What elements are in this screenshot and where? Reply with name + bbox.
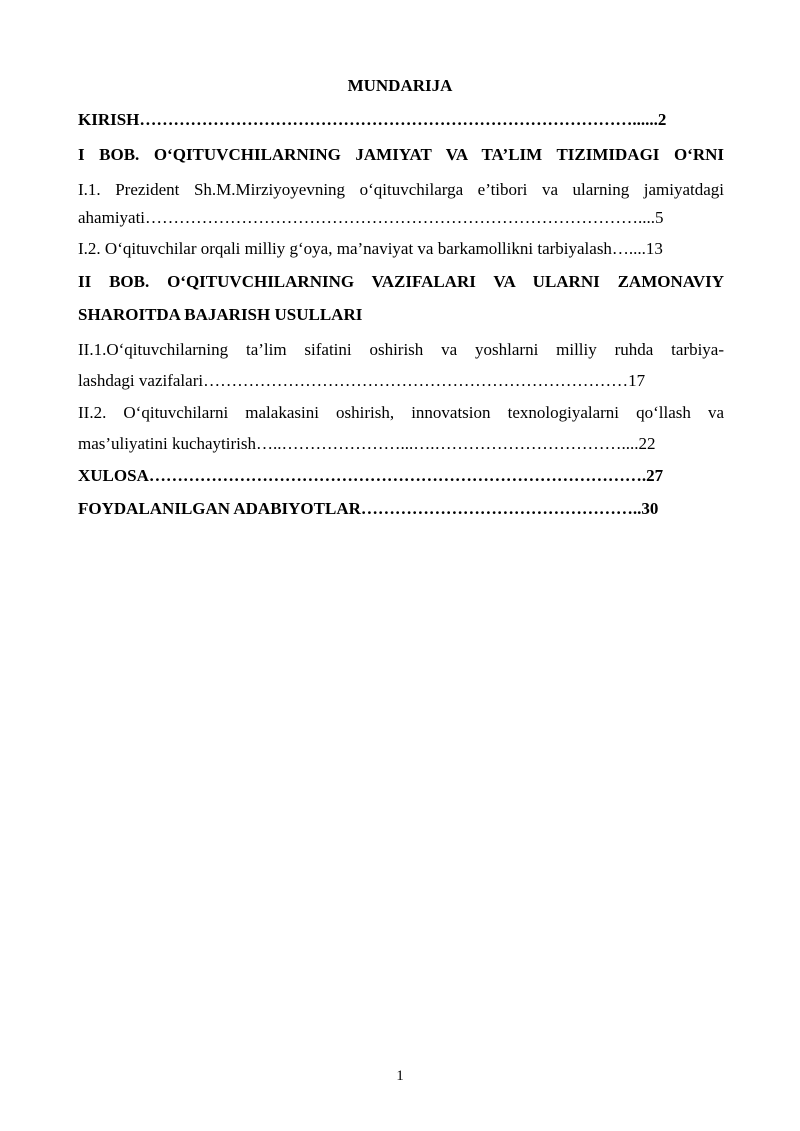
toc-section-1-1-line-2: ahamiyati……………………………………………………………………………....5 — [78, 208, 664, 227]
toc-entry-xulosa: XULOSA…………………………………………………………………………….27 — [78, 466, 664, 485]
toc-section-2-2-line-2: mas’uliyatini kuchaytirish…..…………………...….……………………………....22 — [78, 434, 656, 453]
toc-chapter-2-heading-line-1: II BOB. O‘QITUVCHILARNING VAZIFALARI VA ULARNI ZAMONAVIY — [78, 272, 724, 291]
toc-section-2-1-line-1: II.1.O‘qituvchilarning ta’lim sifatini oshirish va yoshlarni milliy ruhda tarbiya- — [78, 340, 724, 359]
toc-entry-adabiyotlar: FOYDALANILGAN ADABIYOTLAR…………………………………………..30 — [78, 499, 659, 518]
toc-chapter-2-heading-line-2: SHAROITDA BAJARISH USULLARI — [78, 305, 363, 324]
page-number: 1 — [396, 1068, 404, 1084]
toc-section-2-1-line-2: lashdagi vazifalari…………………………………………………………………17 — [78, 371, 646, 390]
page-title: MUNDARIJA — [347, 76, 453, 95]
toc-section-1-2: I.2. O‘qituvchilar orqali milliy g‘oya, ma’naviyat va barkamollikni tarbiyalash…....13 — [78, 239, 663, 258]
toc-section-1-1-line-1: I.1. Prezident Sh.M.Mirziyoyevning o‘qituvchilarga e’tibori va ularning jamiyatdagi — [78, 180, 724, 199]
toc-section-2-2-line-1: II.2. O‘qituvchilarni malakasini oshirish, innovatsion texnologiyalarni qo‘llash va — [78, 403, 724, 422]
toc-entry-kirish: KIRISH……………………………………………………………………………......2 — [78, 110, 667, 129]
toc-chapter-1-heading: I BOB. O‘QITUVCHILARNING JAMIYAT VA TA’LIM TIZIMIDAGI O‘RNI — [78, 145, 724, 164]
